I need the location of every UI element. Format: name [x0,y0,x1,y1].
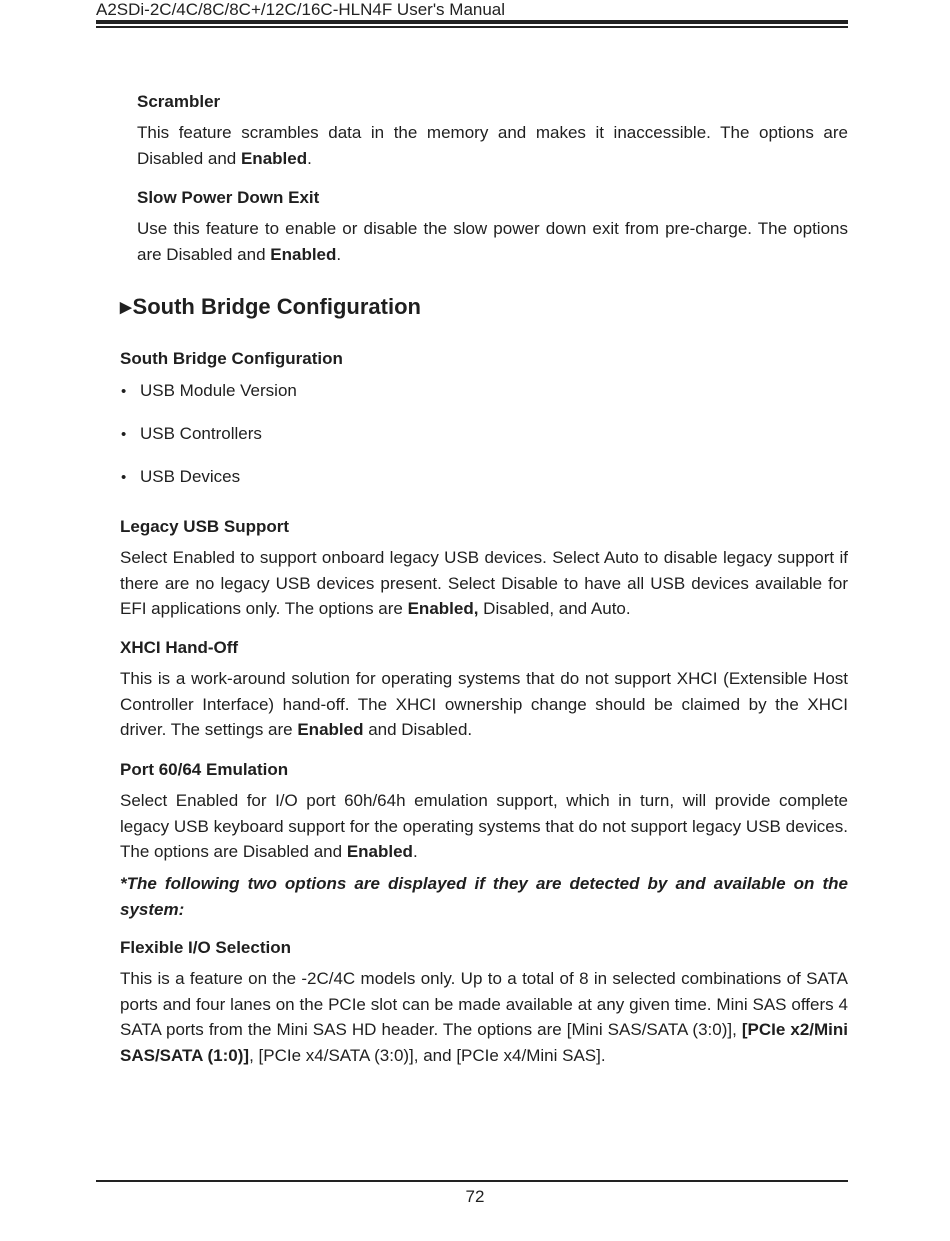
section-title-text: South Bridge Configuration [132,294,421,319]
bullet-icon: • [121,426,127,443]
flex-io-default: [PCIe x2/Mini SAS/SATA (1:0)] [120,1020,849,1066]
port6064-default: Enabled [346,842,413,862]
slow-power-heading: Slow Power Down Exit [137,188,320,207]
legacy-usb-description: Select Enabled to support onboard legacy USB devices. Select Auto to disable legacy support if there are no legacy USB devices present. Select Disable to have all USB devices available for EFI applications only. The options are Enabled, Disabled, and Auto. [120,548,848,619]
flex-io-heading: Flexible I/O Selection [120,938,291,957]
list-item: • USB Controllers [121,423,262,446]
triangle-right-icon: ▶ [120,299,132,316]
footer-rule [96,1180,848,1182]
port6064-heading: Port 60/64 Emulation [120,760,289,779]
scrambler-default: Enabled [240,148,308,168]
list-item: • USB Module Version [121,380,297,403]
header-rule-thick [96,20,848,24]
list-item: • USB Devices [121,466,240,489]
legacy-usb-heading: Legacy USB Support [120,517,290,536]
page-number: 72 [465,1187,485,1206]
xhci-default: Enabled [297,720,364,740]
xhci-heading: XHCI Hand-Off [120,638,239,657]
bullet-icon: • [121,383,127,400]
page-header [96,0,848,20]
availability-note: *The following two options are displayed if they are detected by and available on the system: [120,874,848,919]
bullet-icon: • [121,469,127,486]
legacy-usb-default: Enabled, [407,599,479,619]
sb-config-heading: South Bridge Configuration [120,349,343,368]
manual-title: A2SDi-2C/4C/8C/8C+/12C/16C-HLN4F User's Manual [96,0,506,19]
scrambler-heading: Scrambler [137,92,221,111]
slow-power-description: Use this feature to enable or disable the slow power down exit from pre-charge. The options are Disabled and Enabled. [137,219,848,264]
slow-power-default: Enabled [270,244,337,264]
header-rule-thin [96,26,848,28]
scrambler-description: This feature scrambles data in the memory and makes it inaccessible. The options are Disabled and Enabled. [137,123,848,168]
flex-io-description: This is a feature on the -2C/4C models only. Up to a total of 8 in selected combinations of SATA ports and four lanes on the PCIe slot can be made available at any given time. Mini SAS offers 4 SATA ports from the Mini SAS HD header. The options are [Mini SAS/SATA (3:0)], [PCIe x2/Mini SAS/SATA (1:0)], [PCIe x4/SATA (3:0)], and [PCIe x4/Mini SAS]. [120,969,849,1066]
section-title [120,292,421,323]
port6064-description: Select Enabled for I/O port 60h/64h emulation support, which in turn, will provide complete legacy USB keyboard support for the operating systems that do not support legacy USB devices. The options are Disabled and Enabled. [120,791,848,862]
xhci-description: This is a work-around solution for operating systems that do not support XHCI (Extensible Host Controller Interface) hand-off. The XHCI ownership change should be claimed by the XHCI driver. The settings are Enabled and Disabled. [120,669,848,740]
